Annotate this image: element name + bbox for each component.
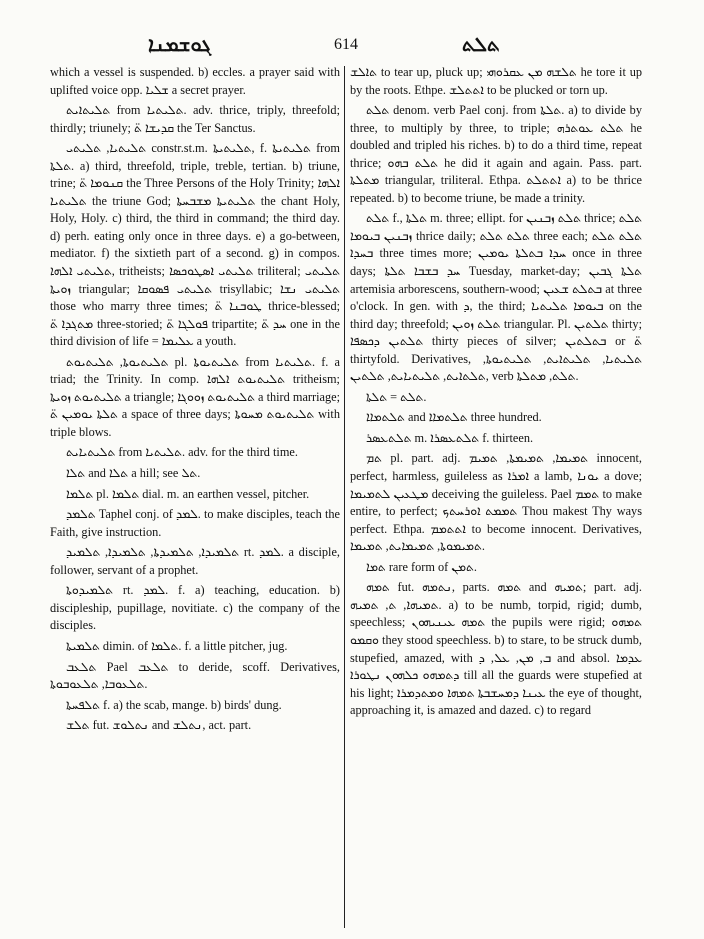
entry: ܬܠܬܡܐܐ and ܬܠܬܡܐܐ three hundred. — [366, 410, 542, 425]
entry: ܬܠܬܥܣܪ m. ܬܠܬܥܣܪܐ f. thirteen. — [366, 430, 534, 445]
entry: ܬܠܝܬܝܐܝܬ from ܬܠܝܬܝܐ. adv. for the third time. — [66, 445, 298, 460]
entry: ܬܡܗ fut. ܢܬܡܗ, parts. ܬܡܗ and ܬܡܝܗ; part. adj. ܬܡܝܗܐ, ܬ, ܬܡܝܗ. a) to be numb, torpid, rigid; dumb, speechless; ܬܡܗ ܥܝܢܝܗܘܢ the pupils were rigid; ܬܡܗܘ ܘܩܡܘ they stood speechless. b) to stare, to be struck dumb, stupefied, amazed, with ܒ, ܡܢ, ܥܠ, ܕ and absol. ܥܕܡܐ ܕܬܡܗܘ ܟܠܗܘܢ ܢܛܘܪܐ till all the guards were stupefied at his light; ܥܝܢܐ ܕܡܚܫܒܬܐ ܬܡܗܐ ܘܡܬܕܡܪܐ the eye of thought, approaching it, is amazed and dazed. c) to regard — [350, 580, 643, 718]
left-column — [50, 64, 340, 738]
entry: ܬܠܝܬܝܘܬܐ, ܬܠܝܬܝܘܬ pl. ܬܠܝܬܝܘܬܐ from ܬܠܝܬܝܐ. f. a triad; the Trinity. In comp. ܬܠܝܬܝܘܬ ܐܠܗܐ tritheism; ܬܠܝܬܝܘܬ ܙܘܝܬܐ a triangle; ܬܠܝܬܝܘܬ ܙܘܘܓܐ a third marriage; ܬܠܬܐ ܝܘܡܝܢ ܬ̈ a space of three days; ܬܠܝܬܝܘܬ ܡܚܘܬܐ with triple blows. — [50, 354, 341, 439]
entry: ܬܠܡܕ Taphel conj. of ܠܡܕ. to make disciples, teach the Faith, give instruction. — [50, 507, 340, 539]
entry: ܬܐܠܫ to tear up, pluck up; ܬܠܫܗ ܡܢ ܥܩܪܘܗܝ he tore it up by the roots. Ethpe. ܐܬܬܠܫ to be plucked or torn up. — [350, 65, 643, 97]
entry: ܬܡ pl. part. adj. ܬܡܝܡܐ, ܬܡܝܡܬܐ, ܬܡܝܡ innocent, perfect, harmless, guileless as ܐܡܪܐ a lamb, ܝܘܢܐ a dove; ܡܛܥܝܢ ܠܬܡܝܡܐ deceiving the guileless. Pael ܬܡܡ to make entire, to perfect; ܬܡܡܬ ܐܘܪܚܬܟ Thou makest Thy ways perfect. Ethpa. ܐܬܬܡܡ to become innocent. Derivatives, ܬܡܝܡܘܬܐ, ܬܡܝܡܐܝܬ, ܬܡܝܡܐ. — [350, 451, 643, 554]
entry: ܬܡܐ rare form of ܬܡܢ. — [366, 559, 477, 574]
page-number: 614 — [334, 36, 358, 53]
page-header — [0, 34, 704, 60]
entry: ܬܠܬ = ܬܠܬܐ. — [366, 389, 427, 404]
header-left-word: ܓܘܫܡܢܐ — [148, 34, 212, 56]
entry: ܬܠܝܬܐܝܬ from ܬܠܝܬܝܐ. adv. thrice, triply, threefold; thirdly; triunely; ܩܕܝܫܐ ܬ̈ the Ter Sanctus. — [50, 103, 340, 135]
entry: ܬܠܥܒ Pael ܬܠܥܒ to deride, scoff. Derivatives, ܬܠܥܘܒܐ, ܬܠܥܘܒܘܬܐ. — [50, 659, 340, 692]
entry: ܬܠܬ f., ܬܠܬܐ m. three; ellipt. for ܬܠܬ ܙܒܢܝܢ thrice; ܬܠܬ ܙܒܢܝܢ ܒܝܘܡܐ thrice daily; ܬܠܬ ܬܠܬ three each; ܬܠܬ ܬܠܬ ܒܚܕܐ three times more; ܚܕܐ ܒܬܠܬܐ ܝܘܡܝܢ once in three days; ܚܕ ܒܫܒܐ ܬܠܬܐ Tuesday, market-day; ܬܠܬܐ ܓܒܝܢ artemisia arborescens, southern-wood; ܒܬܠܬ ܫܥܝܢ at three o'clock. In gen. with ܕ, the third; ܒܝܘܡܐ ܬܠܝܬܝܐ on the third day; threefold; ܬܠܬ ܙܘܝܢ triangular. Pl. ܬܠܬܝܢ thirty; ܬܠܬܝܢ ܕܟܣܦܐ thirty pieces of silver; ܒܬܠܬܝܢ or ܬ̈ thirtyfold. Derivatives, ܬܠܝܬܝܐ, ܬܠܝܬܐܝܬ, ܬܠܝܬܝܘܬܐ, ܬܠܬܐܝܬ, ܬܠܝܬܝܐܝܬ, ܬܠܬܝܢ, verb ܬܠܬ, ܡܬܠܬܐ. — [350, 211, 643, 384]
entry: ܬܠܬ denom. verb Pael conj. from ܬܠܬܐ. a) to divide by three, to multiply by three, to triple; ܬܠܬ ܥܘܬܪܗ he doubled and tripled his riches. b) to do a third time, repeat thrice; ܬܠܬ ܒܗܘ he did it again and again. Pass. part. ܡܬܠܬܐ triangular, triliteral. Ethpa. ܐܬܬܠܬ a) to be thrice repeated. b) to become triune, be made a trinity. — [350, 103, 643, 205]
entry: which a vessel is suspended. b) eccles. a prayer said with uplifted voice opp. ܫܠܝܐ a secret prayer. — [50, 65, 340, 97]
entry: ܬܠܫ fut. ܢܬܠܘܫ and ܢܬܠܫ, act. part. — [66, 718, 252, 733]
entry: ܬܠܡܝܕܐ, ܬܠܡܝܕܬܐ, ܬܠܡܝܕܐ, ܬܠܡܝܕ rt. ܠܡܕ. a disciple, follower, servant of a prophet. — [50, 545, 340, 577]
column-divider — [344, 66, 345, 928]
header-right-word: ܬܠܬ — [462, 34, 500, 56]
entry: ܬܠܝܬܝܐ, ܬܠܝܬܝ constr.st.m. ܬܠܝܬܝܬܐ, f. ܬܠܝܬܝܬܐ from ܬܠܬܐ. a) third, threefold, triple, treble, tertian. b) triune, trine; ܩܢܘܡܐ ܬ̈ the Three Persons of the Holy Trinity; ܐܠܗܐ ܬܠܝܬܝܐ the triune God; ܬܠܝܬܝܬܐ ܡܫܒܚܬܐ the chant Holy, Holy, Holy. c) third, the third in command; the third day. d) perh. eating only once in three days. e) a go-between, mediator. f) the sixtieth part of a second. g) in compos. ܬܠܝܬܝ ܐܠܗܐ, tritheists; ܬܠܝܬܝ ܐܣܛܘܟܣܐ triliteral; ܬܠܝܬܝ ܙܘܝܬܐ triangular; ܬܠܝܬܝ ܦܣܘܩܐ trisyllabic; ܬܠܝܬܝ ܢܫܐ those who marry three times; ܛܘܒܢܐ ܬ̈ thrice-blessed; ܡܬܓܕܐ ܬ̈ three-storied; ܦܘܠܓܐ ܬ̈ tripartite; ܚܕ ܬ̈ one in the third division of life = ܥܠܝܡܐ a youth. — [50, 141, 341, 349]
entry: ܬܠܡܝܕܘܬܐ rt. ܠܡܕ. f. a) teaching, education. b) discipleship, pupillage, novitiate. c) the company of the disciples. — [50, 583, 341, 633]
right-column — [350, 64, 642, 723]
entry: ܬܠܦܚܬܐ f. a) the scab, mange. b) birds' dung. — [66, 697, 282, 712]
entry: ܬܠܐ and ܬܠܐ a hill; see ܬܠ. — [66, 466, 201, 481]
entry: ܬܠܡܝܬܐ dimin. of ܬܠܡܐ. f. a little pitcher, jug. — [66, 638, 288, 653]
entry: ܬܠܡܐ pl. ܬܠܡܐ dial. m. an earthen vessel, pitcher. — [66, 486, 310, 501]
